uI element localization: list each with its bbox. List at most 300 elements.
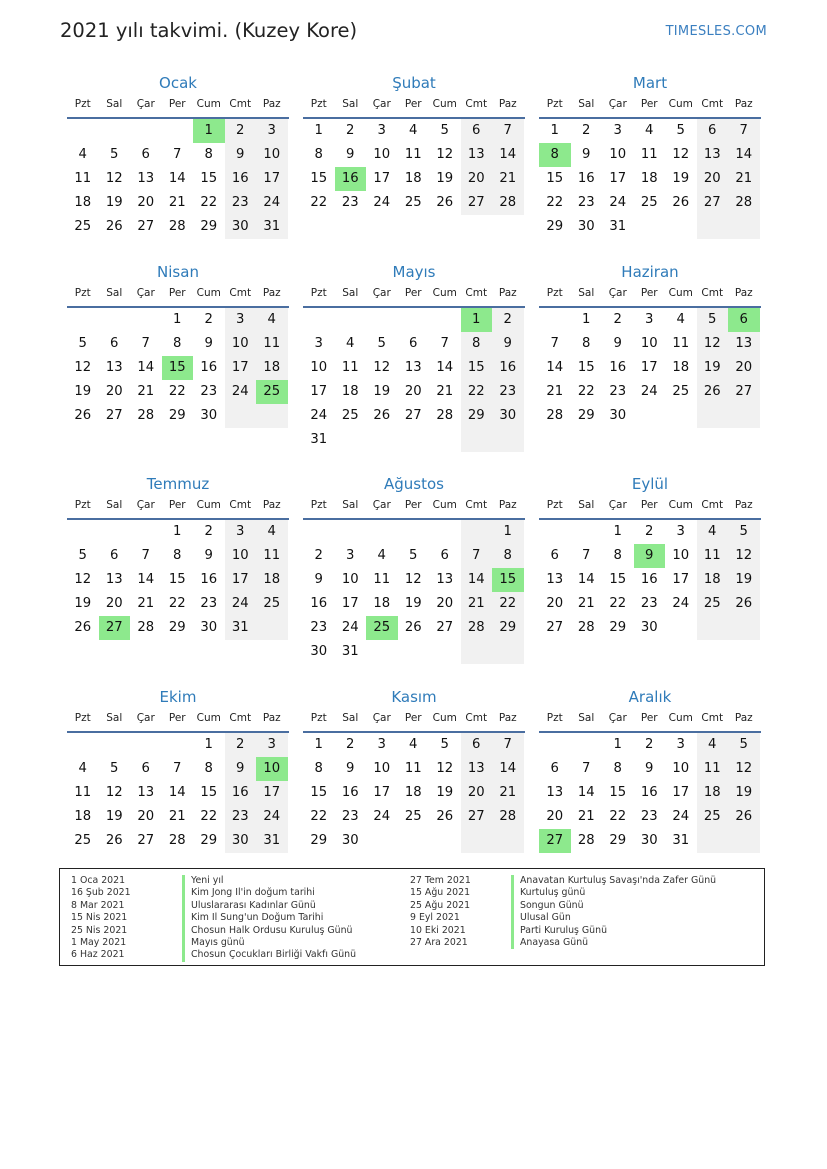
day-cell: 27 <box>436 620 454 635</box>
day-cell: 17 <box>609 171 627 186</box>
day-cell: 18 <box>672 360 690 375</box>
day-cell: 13 <box>137 171 155 186</box>
empty-day-cell <box>366 308 398 332</box>
day-cell: 3 <box>225 308 257 332</box>
day-cell: 11 <box>341 360 359 375</box>
day-cell: 11 <box>74 785 92 800</box>
day-cell: 26 <box>697 380 729 404</box>
month-title: Aralık <box>628 688 672 706</box>
day-cell: 27 <box>461 191 493 215</box>
month-4 <box>67 262 289 428</box>
day-cell: 24 <box>310 408 328 423</box>
day-cell: 21 <box>461 592 493 616</box>
day-cell: 15 <box>461 356 493 380</box>
weekday-label: Cum <box>432 98 457 110</box>
day-cell: 12 <box>672 147 690 162</box>
weekday-header <box>539 711 761 733</box>
day-cell: 15 <box>577 360 595 375</box>
holiday-day-cell: 25 <box>256 380 288 404</box>
empty-day-cell <box>461 640 493 664</box>
day-cell: 6 <box>550 548 559 563</box>
day-cell: 28 <box>546 408 564 423</box>
day-cell: 22 <box>200 809 218 824</box>
day-cell: 27 <box>697 191 729 215</box>
day-cell: 28 <box>577 620 595 635</box>
day-cell: 17 <box>672 785 690 800</box>
day-cell: 2 <box>204 312 213 327</box>
empty-day-cell <box>398 308 430 332</box>
day-cell: 6 <box>461 733 493 757</box>
weekday-label: Cum <box>196 98 221 110</box>
day-cell: 1 <box>550 123 559 138</box>
day-cell: 12 <box>436 147 454 162</box>
legend-date: 15 Ağu 2021 <box>410 887 471 899</box>
weekday-label: Paz <box>498 499 517 511</box>
month-title: Kasım <box>391 688 437 706</box>
day-cell: 3 <box>377 123 386 138</box>
weekday-label: Sal <box>342 499 359 511</box>
day-cell: 25 <box>404 195 422 210</box>
day-cell: 14 <box>436 360 454 375</box>
empty-day-cell <box>162 733 194 757</box>
day-cell: 4 <box>346 336 355 351</box>
day-cell: 10 <box>225 544 257 568</box>
day-cell: 14 <box>137 360 155 375</box>
day-cell: 9 <box>613 336 622 351</box>
day-cell: 25 <box>74 219 92 234</box>
day-cell: 28 <box>728 191 760 215</box>
day-cell: 2 <box>582 123 591 138</box>
day-cell: 21 <box>492 167 524 191</box>
legend-dates-right <box>410 875 471 949</box>
weekday-label: Çar <box>136 712 155 724</box>
empty-day-cell <box>429 308 461 332</box>
day-cell: 29 <box>200 833 218 848</box>
day-cell: 25 <box>672 384 690 399</box>
day-cell: 7 <box>173 147 182 162</box>
weekday-label: Pzt <box>310 712 327 724</box>
day-cell: 26 <box>74 620 92 635</box>
day-cell: 22 <box>310 195 328 210</box>
month-12 <box>539 687 761 853</box>
holiday-day-cell: 9 <box>634 544 666 568</box>
day-cell: 27 <box>137 219 155 234</box>
day-cell: 16 <box>640 785 658 800</box>
empty-day-cell <box>665 404 697 428</box>
empty-day-cell <box>398 520 430 544</box>
day-cell: 28 <box>492 805 524 829</box>
day-cell: 9 <box>204 548 213 563</box>
day-cell: 17 <box>225 568 257 592</box>
month-title: Temmuz <box>146 475 210 493</box>
weekday-label: Pzt <box>546 499 563 511</box>
day-cell: 15 <box>310 171 328 186</box>
weekday-label: Cum <box>668 712 693 724</box>
weekday-label: Pzt <box>74 499 91 511</box>
legend-date: 6 Haz 2021 <box>71 949 125 961</box>
empty-day-cell <box>492 428 524 452</box>
legend-holiday-name: Kim Jong Il'in doğum tarihi <box>182 887 356 899</box>
day-cell: 8 <box>613 761 622 776</box>
day-cell: 20 <box>546 809 564 824</box>
day-cell: 29 <box>609 620 627 635</box>
day-cell: 26 <box>74 408 92 423</box>
weekday-label: Pzt <box>546 712 563 724</box>
day-cell: 24 <box>225 380 257 404</box>
day-cell: 11 <box>256 544 288 568</box>
day-cell: 3 <box>676 524 685 539</box>
empty-day-cell <box>697 829 729 853</box>
empty-day-cell <box>225 404 257 428</box>
holiday-day-cell: 16 <box>335 167 367 191</box>
day-cell: 19 <box>404 596 422 611</box>
day-cell: 2 <box>204 524 213 539</box>
month-title: Nisan <box>157 263 199 281</box>
day-cell: 6 <box>461 119 493 143</box>
day-cell: 21 <box>168 195 186 210</box>
day-cell: 29 <box>461 404 493 428</box>
weekday-label: Sal <box>106 98 123 110</box>
day-cell: 15 <box>609 785 627 800</box>
day-cell: 23 <box>640 596 658 611</box>
day-cell: 25 <box>74 833 92 848</box>
day-cell: 7 <box>492 119 524 143</box>
weekday-label: Per <box>404 499 422 511</box>
legend-holiday-name: Mayıs günü <box>182 937 356 949</box>
day-cell: 27 <box>137 833 155 848</box>
legend-date: 15 Nis 2021 <box>71 912 128 924</box>
day-cell: 23 <box>225 191 257 215</box>
day-cell: 9 <box>346 147 355 162</box>
day-cell: 12 <box>105 171 123 186</box>
day-cell: 27 <box>404 408 422 423</box>
weekday-label: Sal <box>578 287 595 299</box>
weekday-label: Paz <box>262 287 281 299</box>
empty-day-cell <box>539 308 571 332</box>
day-cell: 11 <box>697 757 729 781</box>
day-cell: 1 <box>314 123 323 138</box>
day-cell: 15 <box>168 572 186 587</box>
weekday-label: Paz <box>262 98 281 110</box>
day-cell: 31 <box>310 432 328 447</box>
day-cell: 10 <box>310 360 328 375</box>
day-cell: 30 <box>640 833 658 848</box>
weekday-label: Cmt <box>701 499 724 511</box>
day-cell: 4 <box>697 733 729 757</box>
empty-day-cell <box>634 404 666 428</box>
day-cell: 6 <box>110 548 119 563</box>
day-cell: 22 <box>546 195 564 210</box>
day-cell: 28 <box>436 408 454 423</box>
empty-day-cell <box>492 640 524 664</box>
day-cell: 18 <box>697 781 729 805</box>
month-3 <box>539 73 761 239</box>
day-cell: 30 <box>225 215 257 239</box>
day-cell: 7 <box>141 548 150 563</box>
day-cell: 17 <box>373 171 391 186</box>
day-cell: 2 <box>645 524 654 539</box>
day-cell: 18 <box>640 171 658 186</box>
weekday-label: Cmt <box>229 287 252 299</box>
day-cell: 6 <box>141 147 150 162</box>
day-cell: 28 <box>577 833 595 848</box>
day-grid <box>303 308 525 452</box>
day-cell: 29 <box>577 408 595 423</box>
day-cell: 19 <box>74 596 92 611</box>
day-cell: 2 <box>346 123 355 138</box>
empty-day-cell <box>665 616 697 640</box>
day-cell: 5 <box>440 737 449 752</box>
day-cell: 4 <box>78 761 87 776</box>
day-cell: 29 <box>609 833 627 848</box>
day-cell: 4 <box>409 737 418 752</box>
day-cell: 11 <box>672 336 690 351</box>
day-cell: 27 <box>546 620 564 635</box>
empty-day-cell <box>366 428 398 452</box>
day-cell: 19 <box>436 785 454 800</box>
weekday-label: Sal <box>342 287 359 299</box>
weekday-label: Cmt <box>701 712 724 724</box>
day-cell: 30 <box>609 408 627 423</box>
weekday-label: Per <box>168 98 186 110</box>
weekday-label: Sal <box>578 98 595 110</box>
day-cell: 24 <box>640 384 658 399</box>
holiday-day-cell: 15 <box>162 356 194 380</box>
weekday-label: Pzt <box>74 98 91 110</box>
empty-day-cell <box>67 733 99 757</box>
brand-link[interactable]: TIMESLES.COM <box>665 24 767 39</box>
weekday-label: Cmt <box>465 712 488 724</box>
day-cell: 2 <box>613 312 622 327</box>
legend-holiday-name: Songun Günü <box>511 900 716 912</box>
day-cell: 30 <box>577 219 595 234</box>
day-cell: 28 <box>168 833 186 848</box>
day-cell: 13 <box>404 360 422 375</box>
day-cell: 31 <box>672 833 690 848</box>
empty-day-cell <box>99 733 131 757</box>
month-title: Ağustos <box>384 475 444 493</box>
day-cell: 30 <box>200 620 218 635</box>
weekday-header <box>303 498 525 520</box>
empty-day-cell <box>366 640 398 664</box>
day-cell: 19 <box>74 384 92 399</box>
day-cell: 22 <box>310 809 328 824</box>
day-cell: 29 <box>492 616 524 640</box>
empty-day-cell <box>665 215 697 239</box>
day-cell: 14 <box>168 171 186 186</box>
legend-date: 16 Şub 2021 <box>71 887 131 899</box>
legend-holiday-name: Chosun Çocukları Birliği Vakfı Günü <box>182 949 356 961</box>
empty-day-cell <box>429 829 461 853</box>
weekday-header <box>303 711 525 733</box>
day-cell: 22 <box>609 596 627 611</box>
empty-day-cell <box>728 404 760 428</box>
day-cell: 21 <box>577 596 595 611</box>
day-cell: 10 <box>640 336 658 351</box>
day-cell: 28 <box>137 620 155 635</box>
day-cell: 23 <box>577 195 595 210</box>
day-cell: 30 <box>492 404 524 428</box>
legend-holiday-name: Ulusal Gün <box>511 912 716 924</box>
day-cell: 4 <box>377 548 386 563</box>
day-cell: 19 <box>697 356 729 380</box>
day-cell: 13 <box>137 785 155 800</box>
day-cell: 27 <box>105 408 123 423</box>
day-cell: 26 <box>728 592 760 616</box>
month-5 <box>303 262 525 452</box>
month-6 <box>539 262 761 428</box>
day-cell: 31 <box>256 829 288 853</box>
day-cell: 29 <box>168 408 186 423</box>
day-cell: 11 <box>256 332 288 356</box>
day-cell: 25 <box>404 809 422 824</box>
empty-day-cell <box>398 829 430 853</box>
day-cell: 17 <box>225 356 257 380</box>
day-cell: 22 <box>461 380 493 404</box>
weekday-label: Per <box>404 287 422 299</box>
legend-holiday-name: Kurtuluş günü <box>511 887 716 899</box>
day-cell: 8 <box>204 761 213 776</box>
empty-day-cell <box>728 829 760 853</box>
day-cell: 26 <box>728 805 760 829</box>
day-cell: 21 <box>168 809 186 824</box>
day-grid <box>67 733 289 853</box>
day-cell: 22 <box>200 195 218 210</box>
weekday-label: Paz <box>498 287 517 299</box>
day-cell: 10 <box>672 761 690 776</box>
day-grid <box>303 119 525 215</box>
day-cell: 6 <box>141 761 150 776</box>
day-cell: 19 <box>728 568 760 592</box>
empty-day-cell <box>67 520 99 544</box>
day-cell: 26 <box>404 620 422 635</box>
weekday-label: Cum <box>668 499 693 511</box>
day-cell: 10 <box>672 548 690 563</box>
holiday-day-cell: 1 <box>461 308 493 332</box>
day-cell: 18 <box>404 171 422 186</box>
day-cell: 25 <box>640 195 658 210</box>
holiday-day-cell: 27 <box>539 829 571 853</box>
empty-day-cell <box>398 428 430 452</box>
day-cell: 9 <box>645 761 654 776</box>
day-cell: 12 <box>105 785 123 800</box>
day-cell: 23 <box>640 809 658 824</box>
day-cell: 1 <box>613 524 622 539</box>
empty-day-cell <box>366 829 398 853</box>
day-cell: 1 <box>173 524 182 539</box>
legend-holiday-name: Uluslararası Kadınlar Günü <box>182 900 356 912</box>
day-cell: 7 <box>582 761 591 776</box>
day-cell: 29 <box>168 620 186 635</box>
empty-day-cell <box>67 308 99 332</box>
day-cell: 2 <box>492 308 524 332</box>
day-cell: 3 <box>676 737 685 752</box>
day-cell: 2 <box>225 733 257 757</box>
month-title: Eylül <box>631 475 669 493</box>
day-cell: 7 <box>461 544 493 568</box>
empty-day-cell <box>99 520 131 544</box>
day-cell: 12 <box>728 757 760 781</box>
day-cell: 9 <box>346 761 355 776</box>
day-cell: 23 <box>492 380 524 404</box>
day-cell: 17 <box>373 785 391 800</box>
day-cell: 4 <box>78 147 87 162</box>
day-cell: 20 <box>546 596 564 611</box>
legend-holiday-name: Yeni yıl <box>182 875 356 887</box>
day-cell: 13 <box>546 572 564 587</box>
empty-day-cell <box>303 308 335 332</box>
day-cell: 23 <box>310 620 328 635</box>
empty-day-cell <box>728 215 760 239</box>
day-cell: 26 <box>436 195 454 210</box>
weekday-label: Per <box>168 712 186 724</box>
weekday-header <box>539 97 761 119</box>
day-cell: 28 <box>137 408 155 423</box>
day-cell: 31 <box>225 616 257 640</box>
weekday-label: Cum <box>668 98 693 110</box>
day-cell: 11 <box>404 147 422 162</box>
day-cell: 11 <box>404 761 422 776</box>
weekday-label: Cum <box>432 499 457 511</box>
weekday-label: Cmt <box>229 712 252 724</box>
weekday-label: Pzt <box>546 287 563 299</box>
day-cell: 9 <box>225 143 257 167</box>
day-cell: 20 <box>105 384 123 399</box>
weekday-label: Cum <box>196 499 221 511</box>
day-cell: 11 <box>74 171 92 186</box>
weekday-label: Paz <box>734 98 753 110</box>
weekday-label: Cum <box>432 287 457 299</box>
day-cell: 20 <box>137 195 155 210</box>
weekday-header <box>303 286 525 308</box>
day-cell: 3 <box>377 737 386 752</box>
weekday-label: Sal <box>578 712 595 724</box>
day-cell: 20 <box>461 781 493 805</box>
holiday-day-cell: 25 <box>366 616 398 640</box>
day-cell: 3 <box>225 520 257 544</box>
weekday-label: Sal <box>342 98 359 110</box>
day-grid <box>539 119 761 239</box>
weekday-label: Cmt <box>229 98 252 110</box>
day-cell: 10 <box>609 147 627 162</box>
empty-day-cell <box>697 215 729 239</box>
day-cell: 18 <box>256 356 288 380</box>
day-cell: 31 <box>341 644 359 659</box>
day-grid <box>539 308 761 428</box>
weekday-label: Cmt <box>465 98 488 110</box>
day-cell: 9 <box>204 336 213 351</box>
weekday-label: Cum <box>432 712 457 724</box>
day-cell: 17 <box>341 596 359 611</box>
day-cell: 20 <box>404 384 422 399</box>
day-cell: 20 <box>105 596 123 611</box>
day-cell: 16 <box>200 360 218 375</box>
day-cell: 8 <box>173 336 182 351</box>
day-cell: 16 <box>609 360 627 375</box>
empty-day-cell <box>99 119 131 143</box>
weekday-header <box>67 97 289 119</box>
day-cell: 5 <box>78 336 87 351</box>
legend-date: 27 Ara 2021 <box>410 936 468 948</box>
month-title: Ekim <box>159 688 197 706</box>
day-cell: 1 <box>173 312 182 327</box>
day-cell: 16 <box>640 572 658 587</box>
weekday-label: Paz <box>498 712 517 724</box>
empty-day-cell <box>429 428 461 452</box>
empty-day-cell <box>492 829 524 853</box>
legend-date: 25 Nis 2021 <box>71 924 128 936</box>
day-cell: 21 <box>436 384 454 399</box>
